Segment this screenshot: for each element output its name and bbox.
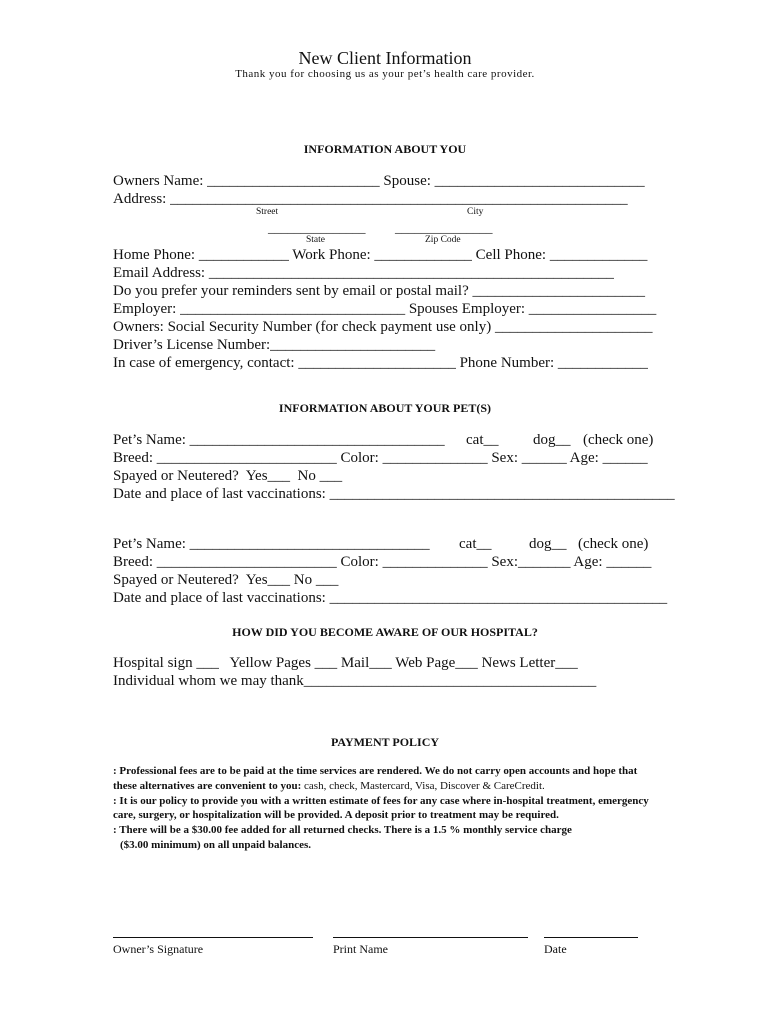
state-label: State: [306, 235, 325, 245]
pet1-check-one-label: (check one): [583, 432, 654, 448]
pet1-cat-checkbox[interactable]: cat__: [466, 432, 499, 448]
reminder-preference-field[interactable]: Do you prefer your reminders sent by email or postal mail? _______________________: [113, 283, 645, 299]
zip-field[interactable]: _______________: [395, 220, 493, 235]
phones-field[interactable]: Home Phone: ____________ Work Phone: _____________ Cell Phone: _____________: [113, 247, 648, 263]
pet1-name-field[interactable]: Pet’s Name: __________________________________: [113, 432, 445, 448]
pet2-check-one-label: (check one): [578, 536, 649, 552]
payment-policy-item-1: : Professional fees are to be paid at the time services are rendered. We do not carry open accounts and hope that these alternatives are convenient to you: cash, check, Mastercard, Visa, Discover & CareCredit.: [113, 765, 638, 792]
street-label: Street: [256, 207, 279, 217]
owner-signature-label: Owner’s Signature: [113, 942, 204, 956]
employer-field[interactable]: Employer: ______________________________ Spouses Employer: _________________: [113, 301, 657, 317]
referral-individual-field[interactable]: Individual whom we may thank_______________________________________: [113, 673, 597, 689]
section-heading-about-pets: INFORMATION ABOUT YOUR PET(S): [278, 401, 492, 415]
payment-policy-item-2: : It is our policy to provide you with a written estimate of fees for any case where in-hospital treatment, emergency care, surgery, or hospitalization will be provided. A deposit prior to treatment may be required.: [113, 794, 649, 822]
drivers-license-field[interactable]: Driver’s License Number:______________________: [113, 337, 436, 353]
pet1-dog-checkbox[interactable]: dog__: [533, 432, 571, 448]
payment-policy-item-3-cont: ($3.00 minimum) on all unpaid balances.: [120, 838, 312, 851]
pet1-breed-field[interactable]: Breed: ________________________ Color: ______________ Sex: ______ Age: ______: [113, 450, 648, 466]
page-subtitle: Thank you for choosing us as your pet’s health care provider.: [235, 68, 535, 80]
signature-line[interactable]: [113, 937, 313, 938]
payment-policy-item-3: : There will be a $30.00 fee added for all returned checks. There is a 1.5 % monthly service charge: [113, 824, 572, 837]
page-title: New Client Information: [298, 48, 472, 68]
pet1-spayed-field[interactable]: Spayed or Neutered? Yes___ No ___: [113, 468, 343, 484]
address-field[interactable]: Address: _____________________________________________________________: [113, 191, 628, 207]
ssn-field[interactable]: Owners: Social Security Number (for check payment use only) _____________________: [113, 319, 653, 335]
emergency-contact-field[interactable]: In case of emergency, contact: _____________________ Phone Number: ____________: [113, 355, 648, 371]
pet2-dog-checkbox[interactable]: dog__: [529, 536, 567, 552]
print-name-label: Print Name: [333, 942, 388, 956]
print-name-line[interactable]: [333, 937, 528, 938]
pet2-vaccination-field[interactable]: Date and place of last vaccinations: _____________________________________________: [113, 590, 668, 606]
pet1-vaccination-field[interactable]: Date and place of last vaccinations: ______________________________________________: [113, 486, 675, 502]
date-label: Date: [544, 942, 567, 956]
section-heading-aware: HOW DID YOU BECOME AWARE OF OUR HOSPITAL?: [232, 625, 538, 639]
section-heading-about-you: INFORMATION ABOUT YOU: [303, 142, 467, 156]
owner-spouse-field[interactable]: Owners Name: _______________________ Spouse: ____________________________: [113, 173, 645, 189]
referral-options-field[interactable]: Hospital sign ___ Yellow Pages ___ Mail___ Web Page___ News Letter___: [113, 655, 578, 671]
pet2-name-field[interactable]: Pet’s Name: ________________________________: [113, 536, 430, 552]
email-field[interactable]: Email Address: ______________________________________________________: [113, 265, 614, 281]
payment-policy-text: [113, 764, 658, 853]
section-heading-payment: PAYMENT POLICY: [330, 735, 440, 749]
city-label: City: [467, 207, 484, 217]
date-line[interactable]: [544, 937, 638, 938]
pet2-breed-field[interactable]: Breed: ________________________ Color: ______________ Sex:_______ Age: ______: [113, 554, 652, 570]
zip-label: Zip Code: [425, 235, 461, 245]
pet2-cat-checkbox[interactable]: cat__: [459, 536, 492, 552]
pet2-spayed-field[interactable]: Spayed or Neutered? Yes___ No ___: [113, 572, 339, 588]
state-field[interactable]: _______________: [268, 220, 366, 235]
